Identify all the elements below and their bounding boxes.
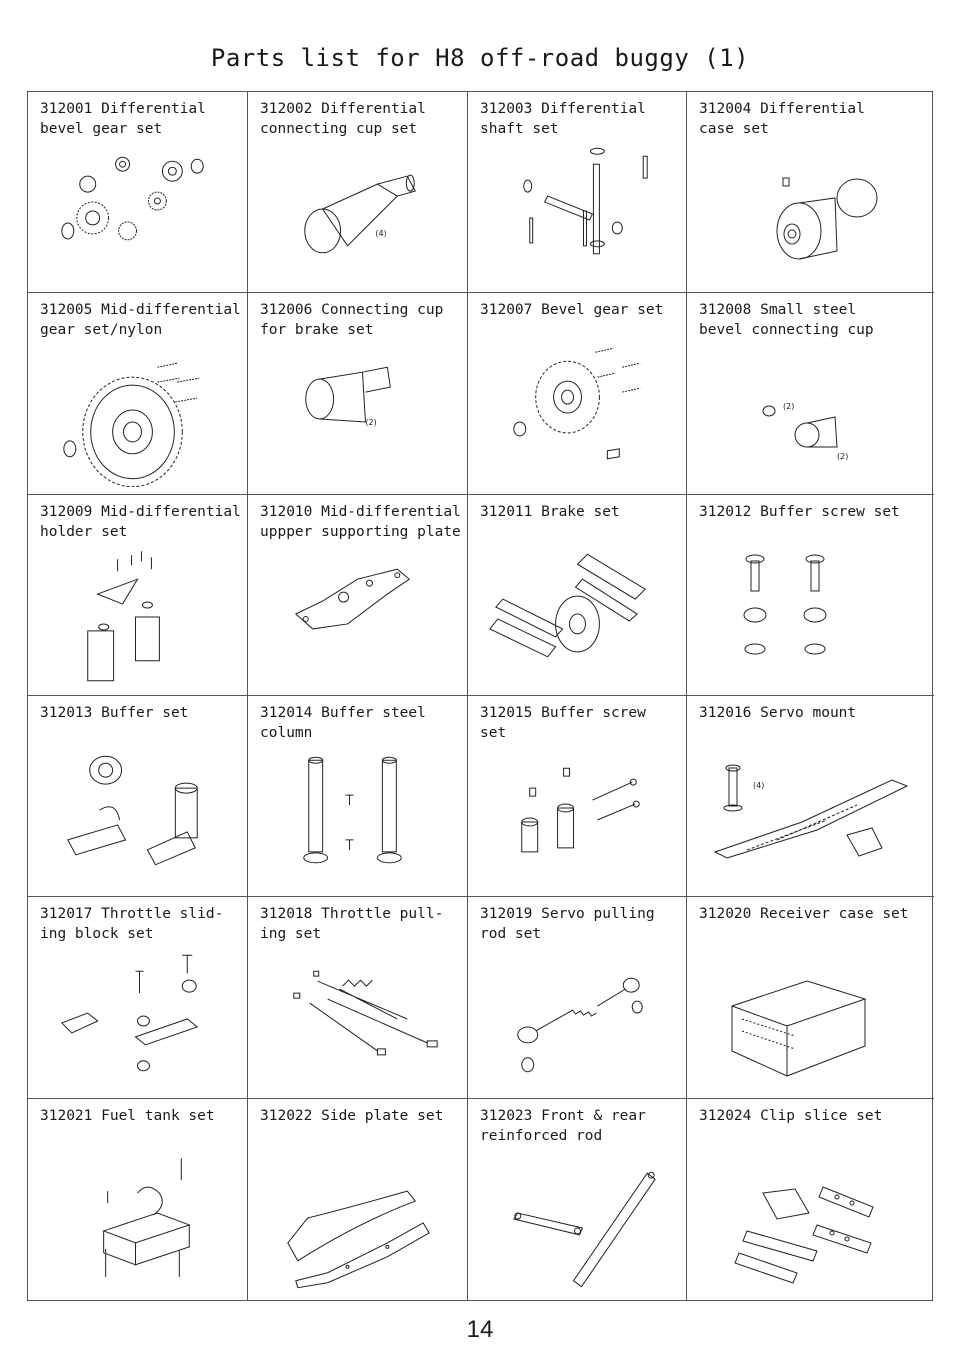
part-cell-312007 <box>468 293 687 494</box>
part-label: 312007 Bevel gear set <box>480 302 664 319</box>
part-cell-312023 <box>468 1099 687 1300</box>
part-cell-312019 <box>468 897 687 1098</box>
connecting-cup-small-icon <box>248 337 467 487</box>
part-cell-312003 <box>468 92 687 293</box>
bevel-gears-icon <box>28 136 247 286</box>
plate-icon <box>248 539 467 689</box>
part-label: 312014 Buffer steel column <box>260 704 426 741</box>
clip-slices-icon <box>687 1143 934 1293</box>
shafts-icon <box>468 136 686 286</box>
part-label: 312022 Side plate set <box>260 1107 444 1124</box>
quantity-label: (2) <box>365 418 377 428</box>
holders-icon <box>28 539 247 689</box>
part-label: 312013 Buffer set <box>40 704 189 721</box>
part-label: 312002 Differential connecting cup set <box>260 101 426 137</box>
ring-gear-icon <box>468 337 686 487</box>
buffer-screws-icon <box>687 539 934 689</box>
part-cell-312005 <box>28 293 248 494</box>
part-label: 312010 Mid-differential uppper supporting plate <box>260 503 461 540</box>
part-cell-312021 <box>28 1099 248 1300</box>
quantity-label: (2) <box>837 452 849 462</box>
part-label: 312024 Clip slice set <box>699 1107 883 1124</box>
part-label: 312023 Front & rear reinforced rod <box>480 1107 646 1144</box>
part-cell-312006 <box>248 293 468 494</box>
part-label: 312015 Buffer screw set <box>480 704 646 741</box>
part-label: 312001 Differential bevel gear set <box>40 101 206 137</box>
part-cell-312011 <box>468 495 687 696</box>
part-label: 312018 Throttle pull- ing set <box>260 906 444 943</box>
part-label: 312021 Fuel tank set <box>40 1107 215 1124</box>
part-label: 312006 Connecting cup for brake set <box>260 302 444 339</box>
side-plates-icon <box>248 1143 467 1293</box>
part-cell-312012 <box>687 495 934 696</box>
quantity-label: (4) <box>753 780 765 790</box>
part-cell-312010 <box>248 495 468 696</box>
small-cup-icon <box>687 337 934 487</box>
part-label: 312005 Mid-differential gear set/nylon <box>40 302 241 339</box>
part-cell-312018 <box>248 897 468 1098</box>
part-cell-312020 <box>687 897 934 1098</box>
part-label: 312020 Receiver case set <box>699 906 909 923</box>
part-cell-312009 <box>28 495 248 696</box>
quantity-label: (2) <box>783 402 795 412</box>
part-cell-312013 <box>28 696 248 897</box>
part-label: 312003 Differential shaft set <box>480 101 646 137</box>
part-label: 312012 Buffer screw set <box>699 503 900 520</box>
part-label: 312016 Servo mount <box>699 704 857 721</box>
part-cell-312024 <box>687 1099 934 1300</box>
part-label: 312004 Differential case set <box>699 101 865 137</box>
page-title: Parts list for H8 off-road buggy (1) <box>210 44 750 72</box>
part-label: 312011 Brake set <box>480 503 620 520</box>
servo-horns-icon <box>28 941 247 1091</box>
receiver-box-icon <box>687 941 934 1091</box>
part-cell-312016 <box>687 696 934 897</box>
part-cell-312002 <box>248 92 468 293</box>
quantity-label: (4) <box>375 228 387 238</box>
reinforced-rods-icon <box>468 1143 686 1293</box>
part-cell-312004 <box>687 92 934 293</box>
part-cell-312017 <box>28 897 248 1098</box>
part-cell-312014 <box>248 696 468 897</box>
page-number: 14 <box>466 1316 494 1343</box>
part-label: 312019 Servo pulling rod set <box>480 906 655 943</box>
part-label: 312017 Throttle slid- ing block set <box>40 906 224 943</box>
connecting-cup-icon <box>248 136 467 286</box>
spur-gear-icon <box>28 337 247 487</box>
turnbuckle-icon <box>468 941 686 1091</box>
part-label: 312009 Mid-differential holder set <box>40 503 241 540</box>
pull-rods-icon <box>248 941 467 1091</box>
part-cell-312008 <box>687 293 934 494</box>
buffer-posts-icon <box>468 740 686 890</box>
part-label: 312008 Small steel bevel connecting cup <box>699 302 874 339</box>
brake-disc-icon <box>468 539 686 689</box>
parts-grid <box>27 91 933 1301</box>
buffer-parts-icon <box>28 740 247 890</box>
part-cell-312001 <box>28 92 248 293</box>
servo-mount-icon <box>687 740 934 890</box>
part-cell-312022 <box>248 1099 468 1300</box>
steel-columns-icon <box>248 740 467 890</box>
fuel-tank-icon <box>28 1143 247 1293</box>
part-cell-312015 <box>468 696 687 897</box>
diff-case-icon <box>687 136 934 286</box>
